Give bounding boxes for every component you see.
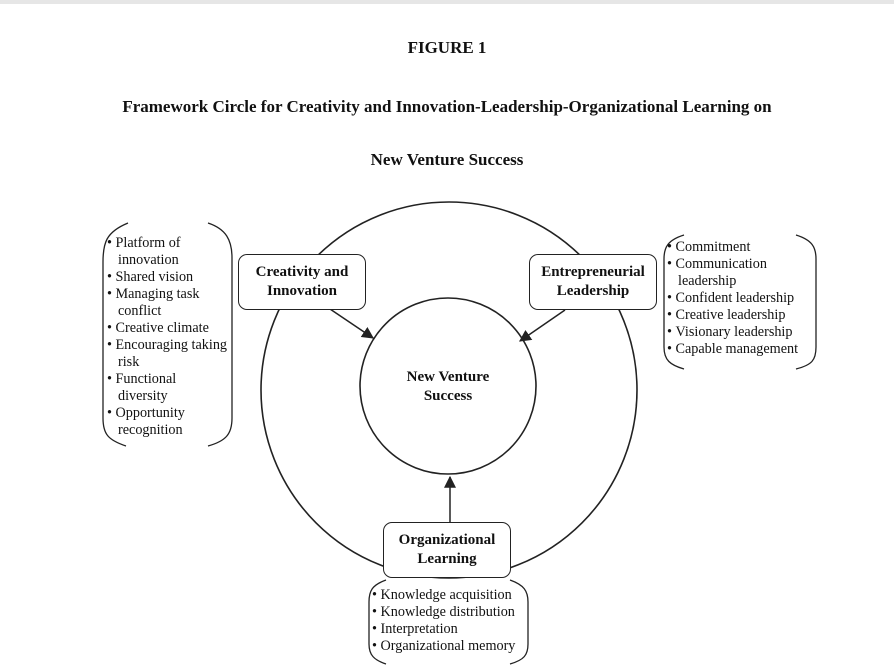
entrepreneurial-leadership-node — [529, 254, 657, 310]
list-item: • Creative climate — [107, 320, 227, 337]
list-item: • Encouraging taking risk — [107, 337, 227, 371]
creativity-node-line-2: Innovation — [266, 283, 338, 299]
list-item: • Visionary leadership — [667, 324, 815, 341]
list-item: • Interpretation — [372, 621, 530, 638]
center-line-1: New Venture — [406, 369, 490, 385]
list-item: • Shared vision — [107, 269, 227, 286]
list-item: • Commitment — [667, 239, 815, 256]
list-item: • Capable management — [667, 341, 815, 358]
list-item: • Functional diversity — [107, 371, 227, 405]
leadership-node-line-2: Leadership — [556, 283, 630, 299]
leadership-factor-list — [667, 239, 815, 358]
list-item: • Knowledge acquisition — [372, 587, 530, 604]
center-line-2: Success — [423, 388, 473, 404]
arrow-creativity-to-center — [330, 309, 373, 338]
creativity-innovation-node — [238, 254, 366, 310]
learning-node-line-1: Organizational — [398, 532, 496, 548]
organizational-learning-node — [383, 522, 511, 578]
list-item: • Organizational memory — [372, 638, 530, 655]
creativity-factor-list — [107, 235, 227, 439]
learning-factor-list — [372, 587, 530, 655]
creativity-node-line-1: Creativity and — [255, 264, 349, 280]
list-item: • Managing task conflict — [107, 286, 227, 320]
list-item: • Creative leadership — [667, 307, 815, 324]
list-item: • Platform of innovation — [107, 235, 227, 269]
figure-title-line-1: Framework Circle for Creativity and Innovation-Leadership-Organizational Learning on — [122, 97, 772, 116]
figure-label: FIGURE 1 — [407, 38, 487, 57]
list-item: • Communication leadership — [667, 256, 815, 290]
list-item: • Confident leadership — [667, 290, 815, 307]
list-item: • Knowledge distribution — [372, 604, 530, 621]
arrow-leadership-to-center — [520, 310, 565, 341]
new-venture-success-label — [378, 368, 518, 406]
leadership-node-line-1: Entrepreneurial — [541, 264, 645, 280]
figure-title-line-2: New Venture Success — [370, 150, 524, 169]
learning-node-line-2: Learning — [417, 551, 477, 567]
list-item: • Opportunity recognition — [107, 405, 227, 439]
